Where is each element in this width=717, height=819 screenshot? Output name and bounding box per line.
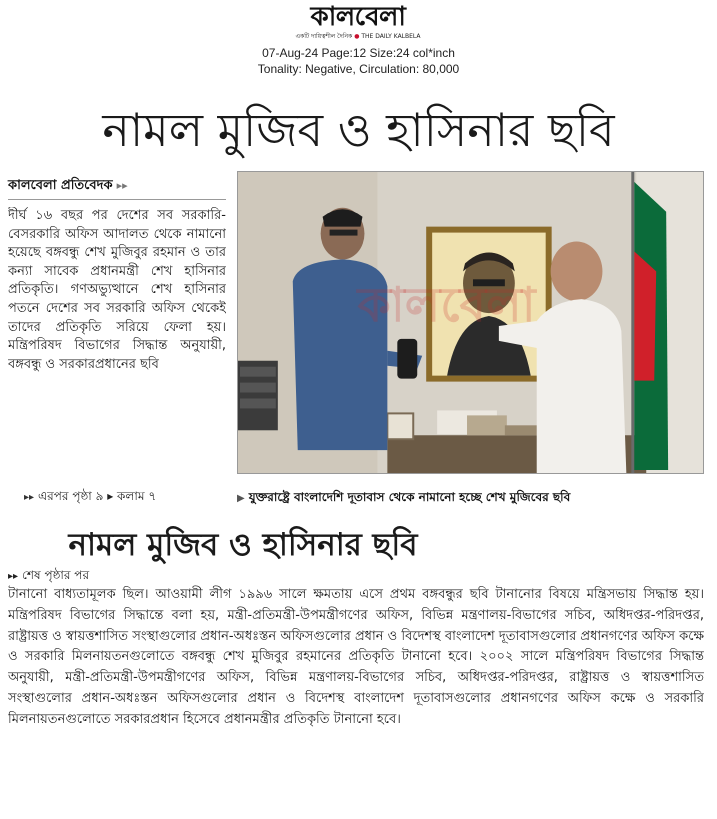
photo-caption-text: যুক্তরাষ্ট্রে বাংলাদেশি দূতাবাস থেকে নামানো হচ্ছে শেখ মুজিবের ছবি [248,490,571,504]
tagline-dot-icon: ● [354,33,360,40]
photo-caption [237,487,704,507]
continuation-body: টানানো বাধ্যতামূলক ছিল। আওয়ামী লীগ ১৯৯৬ সালে ক্ষমতায় এসে প্রথম বঙ্গবন্ধুর ছবি টানানোর বিষয়ে মন্ত্রিসভায় সিদ্ধান্ত হয়। মন্ত্রিপরিষদ বিভাগের সিদ্ধান্তে বলা হয়, মন্ত্রী-প্রতিমন্ত্রী-উপমন্ত্রীগণের অফিস, বিভিন্ন মন্ত্রণালয়-বিভাগের সচিব, অধিদপ্তর-পরিদপ্তর, রাষ্ট্রায়ত্ত ও স্বায়ত্তশাসিত সংস্থাগুলোর প্রধান-অধঃস্তন অফিসগুলোর প্রধান ও বিদেশস্থ বাংলাদেশ দূতাবাসগুলোর প্রধানগণের অফিস কক্ষে ও সরকারি মিলনায়তনগুলোতে বঙ্গবন্ধু শেখ মুজিবুর রহমানের প্রতিকৃতি টানানো হবে। ২০০২ সালে মন্ত্রিপরিষদ বিভাগের সিদ্ধান্ত অনুযায়ী, মন্ত্রী-প্রতিমন্ত্রী-উপমন্ত্রীগণের অফিস, বিভিন্ন মন্ত্রণালয়-বিভাগের সচিব, অধিদপ্তর-পরিদপ্তর, রাষ্ট্রায়ত্ত ও স্বায়ত্তশাসিত সংস্থাগুলোর প্রধান-অধঃস্তন অফিসগুলোর প্রধান ও বিদেশস্থ বাংলাদেশ দূতাবাসগুলোর প্রধানগণের অফিস কক্ষে ও সরকারি মিলনায়তনগুলোতে সরকারপ্রধান হিসেবে প্রধানমন্ত্রীর প্রতিকৃতি টানানো হবে। [8,587,704,727]
article-headline: নামল মুজিব ও হাসিনার ছবি [102,103,615,157]
byline-label: কালবেলা প্রতিবেদক [8,178,113,193]
newspaper-logo: কালবেলা [310,2,406,32]
newspaper-tagline [282,33,434,41]
from-page-note-text: শেষ পৃষ্ঠার পর [22,568,90,582]
tagline-english: THE DAILY KALBELA [361,33,421,40]
byline-arrows-icon: ▸▸ [116,179,128,192]
lead-paragraph: দীর্ঘ ১৬ বছর পর দেশের সব সরকারি-বেসরকারি অফিস আদালত থেকে নামানো হয়েছে বঙ্গবন্ধু শেখ মুজিবুর রহমান ও তার কন্যা সাবেক প্রধানমন্ত্রী শেখ হাসিনার প্রতিকৃতি। গণঅভ্যুত্থানে শেখ হাসিনার পতনে দেশের সব সরকারি অফিস থেকেই তাদের প্রতিকৃতি সরিয়ে ফেলা হয়। মন্ত্রিপরিষদ বিভাগের সিদ্ধান্ত অনুযায়ী, বঙ্গবন্ধু ও সরকারপ্রধানের ছবি [8,208,226,372]
masthead [0,0,717,82]
photo-watermark: কালবেলা [357,278,536,333]
clipping-info: 07-Aug-24 Page:12 Size:24 col*inch [262,46,455,60]
from-page-arrow-icon: ▸▸ [8,571,19,582]
byline-divider [8,199,226,200]
photo-illustration [238,172,703,473]
continued-note-text: এরপর পৃষ্ঠা ৯ ▸ কলাম ৭ [38,489,157,503]
byline [8,176,228,196]
continuation-headline: নামল মুজিব ও হাসিনার ছবি [68,527,418,563]
article-photo [237,171,704,474]
caption-arrow-icon: ▶ [237,493,245,504]
tagline-bangla: একটি দায়িত্বশীল দৈনিক [295,33,353,40]
from-page-note [8,566,208,584]
continued-note [24,486,224,506]
continue-arrow-icon: ▸▸ [24,492,35,503]
tonality-info: Tonality: Negative, Circulation: 80,000 [257,62,460,76]
